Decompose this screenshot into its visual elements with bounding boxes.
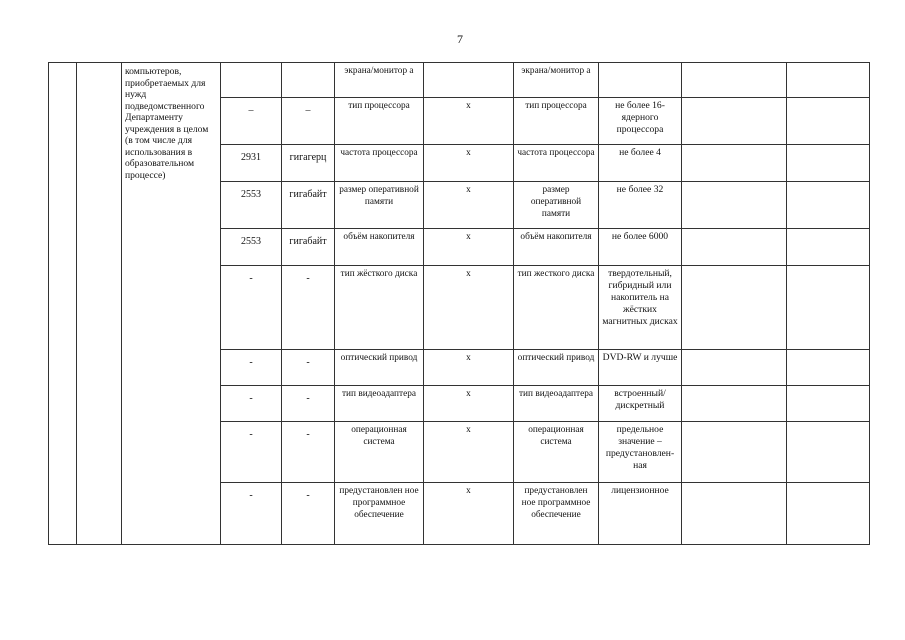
value-cell: не более 32 — [599, 182, 682, 229]
okei-code-cell — [221, 63, 282, 98]
okei-code-cell: - — [221, 386, 282, 422]
unit-name-cell: гигабайт — [282, 182, 335, 229]
characteristic-cell: экрана/монитор а — [335, 63, 424, 98]
code-cell — [77, 63, 122, 545]
empty-cell — [682, 386, 787, 422]
item-description: компьютеров, приобретаемых для нужд подведомственного Департаменту учреждения в целом (в том числе для использования в образовательном процессе) — [122, 63, 221, 545]
okei-code-cell: 2553 — [221, 182, 282, 229]
empty-cell — [682, 266, 787, 350]
x-mark-cell: х — [424, 182, 514, 229]
unit-name-cell: - — [282, 266, 335, 350]
characteristic-cell: предустановлен ное программное обеспечение — [335, 483, 424, 545]
index-cell — [49, 63, 77, 545]
characteristic-cell: размер оперативной памяти — [335, 182, 424, 229]
page-number: 7 — [457, 32, 463, 46]
unit-name-cell: - — [282, 483, 335, 545]
empty-cell — [787, 350, 870, 386]
characteristic-cell: тип видеоадаптера — [514, 386, 599, 422]
x-mark-cell: х — [424, 483, 514, 545]
characteristic-cell: оптический привод — [335, 350, 424, 386]
okei-code-cell: - — [221, 350, 282, 386]
characteristic-cell: тип жёсткого диска — [335, 266, 424, 350]
unit-name-cell: - — [282, 386, 335, 422]
empty-cell — [787, 483, 870, 545]
table-row — [49, 63, 870, 98]
x-mark-cell: х — [424, 350, 514, 386]
empty-cell — [682, 422, 787, 483]
okei-code-cell: 2931 — [221, 145, 282, 182]
value-cell — [599, 63, 682, 98]
unit-name-cell: - — [282, 350, 335, 386]
empty-cell — [682, 483, 787, 545]
value-cell: не более 16-ядерного процессора — [599, 98, 682, 145]
value-cell: твердотельный, гибридный или накопитель на жёстких магнитных дисках — [599, 266, 682, 350]
characteristic-cell: частота процессора — [514, 145, 599, 182]
characteristic-cell: операционная система — [514, 422, 599, 483]
specification-table — [48, 62, 870, 545]
characteristic-cell: тип жесткого диска — [514, 266, 599, 350]
value-cell: лицензионное — [599, 483, 682, 545]
characteristic-cell: объём накопителя — [335, 229, 424, 266]
empty-cell — [787, 386, 870, 422]
okei-code-cell: – — [221, 98, 282, 145]
okei-code-cell: - — [221, 483, 282, 545]
empty-cell — [682, 63, 787, 98]
x-mark-cell: х — [424, 386, 514, 422]
characteristic-cell: тип видеоадаптера — [335, 386, 424, 422]
value-cell: встроенный/ дискретный — [599, 386, 682, 422]
x-mark-cell: х — [424, 145, 514, 182]
x-mark-cell: х — [424, 229, 514, 266]
unit-name-cell: - — [282, 422, 335, 483]
empty-cell — [787, 145, 870, 182]
x-mark-cell: х — [424, 422, 514, 483]
empty-cell — [682, 182, 787, 229]
value-cell: предельное значение – предустановлен-ная — [599, 422, 682, 483]
x-mark-cell: х — [424, 98, 514, 145]
characteristic-cell: тип процессора — [335, 98, 424, 145]
empty-cell — [787, 182, 870, 229]
okei-code-cell: - — [221, 422, 282, 483]
unit-name-cell: – — [282, 98, 335, 145]
characteristic-cell: операционная система — [335, 422, 424, 483]
okei-code-cell: 2553 — [221, 229, 282, 266]
empty-cell — [682, 145, 787, 182]
empty-cell — [682, 350, 787, 386]
okei-code-cell: - — [221, 266, 282, 350]
characteristic-cell: экрана/монитор а — [514, 63, 599, 98]
characteristic-cell: оптический привод — [514, 350, 599, 386]
characteristic-cell: объём накопителя — [514, 229, 599, 266]
empty-cell — [787, 229, 870, 266]
unit-name-cell — [282, 63, 335, 98]
empty-cell — [787, 422, 870, 483]
value-cell: не более 4 — [599, 145, 682, 182]
empty-cell — [682, 98, 787, 145]
x-mark-cell — [424, 63, 514, 98]
x-mark-cell: х — [424, 266, 514, 350]
unit-name-cell: гигабайт — [282, 229, 335, 266]
characteristic-cell: тип процессора — [514, 98, 599, 145]
unit-name-cell: гигагерц — [282, 145, 335, 182]
value-cell: не более 6000 — [599, 229, 682, 266]
characteristic-cell: предустановлен ное программное обеспечение — [514, 483, 599, 545]
value-cell: DVD-RW и лучше — [599, 350, 682, 386]
empty-cell — [682, 229, 787, 266]
empty-cell — [787, 266, 870, 350]
empty-cell — [787, 98, 870, 145]
characteristic-cell: размер оперативной памяти — [514, 182, 599, 229]
empty-cell — [787, 63, 870, 98]
characteristic-cell: частота процессора — [335, 145, 424, 182]
